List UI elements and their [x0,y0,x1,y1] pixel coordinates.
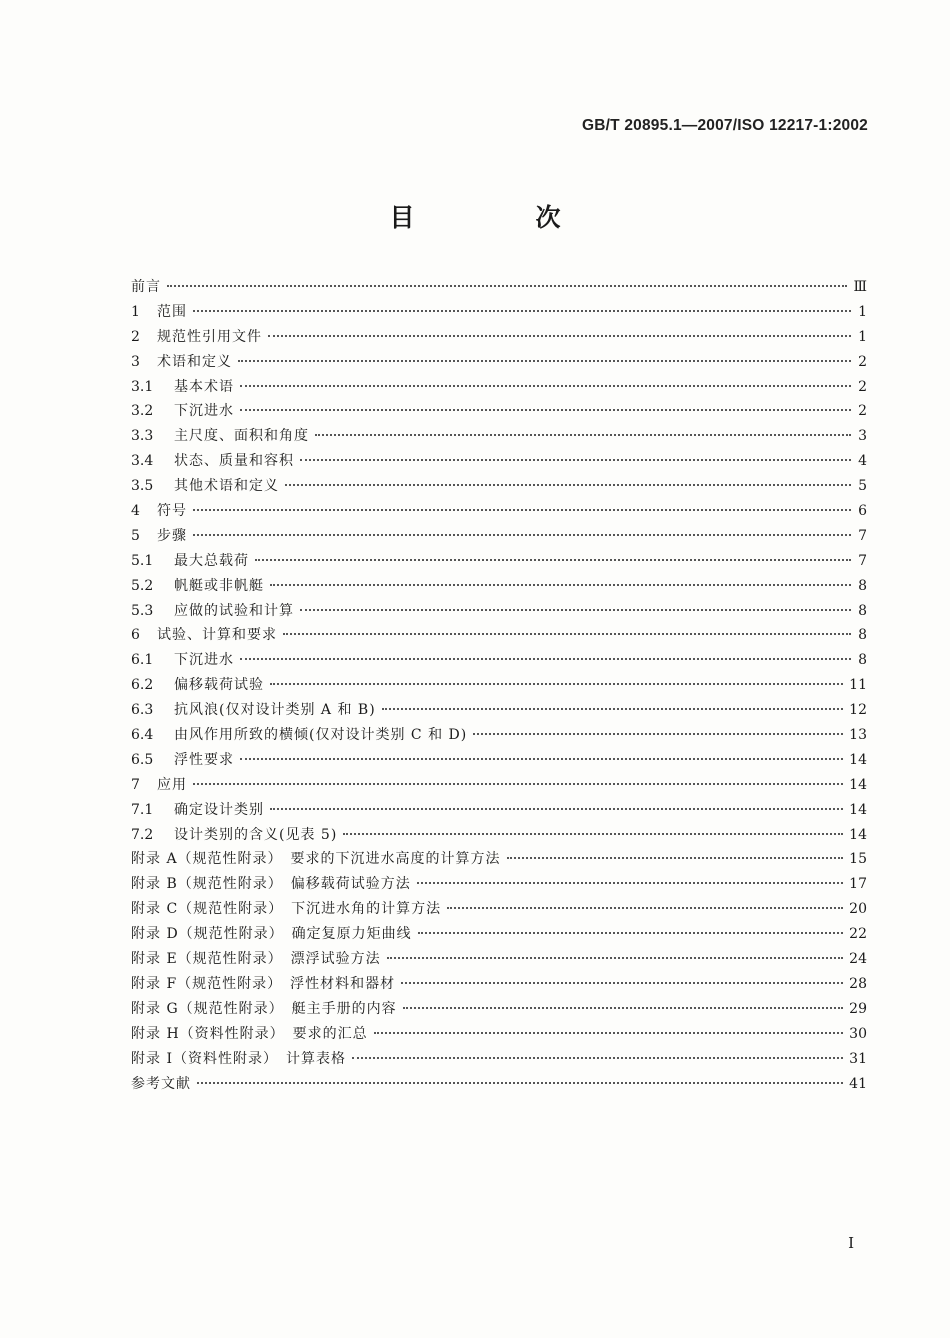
toc-entry-page: 22 [849,926,867,943]
dot-leader [167,285,847,287]
dot-leader [240,385,851,387]
toc-entry[interactable] [131,550,867,575]
toc-entry[interactable] [131,898,867,923]
toc-entry-page: 13 [849,727,867,744]
toc-entry-number: 3.4 [131,453,154,470]
dot-leader [283,633,851,635]
toc-entry[interactable] [131,824,867,849]
toc-entry-label: 应做的试验和计算 [174,602,294,619]
toc-entry-page: 7 [858,552,867,569]
toc-entry[interactable] [131,425,867,450]
dot-leader [403,1007,844,1009]
toc-entry-page: 28 [849,975,867,992]
toc-entry-page: 8 [858,652,867,669]
toc-entry-number: 3 [131,353,140,370]
toc-entry[interactable] [131,475,867,500]
toc-entry-label: 附录 G（规范性附录） 艇主手册的内容 [131,1000,397,1017]
dot-leader [473,733,843,735]
toc-entry-number: 6.5 [131,751,154,768]
dot-leader [374,1032,844,1034]
dot-leader [300,609,851,611]
toc-entry[interactable] [131,376,867,401]
dot-leader [270,683,843,685]
toc-entry-page: 11 [849,677,867,694]
toc-entry[interactable] [131,400,867,425]
dot-leader [382,708,843,710]
toc-entry-label: 下沉进水 [174,403,234,420]
dot-leader [193,534,851,536]
toc-entry-number: 7.1 [131,801,154,818]
dot-leader [447,907,843,909]
toc-entry-label: 附录 B（规范性附录） 偏移载荷试验方法 [131,876,411,893]
toc-entry[interactable] [131,998,867,1023]
toc-entry-label: 偏移载荷试验 [174,677,264,694]
toc-entry[interactable] [131,600,867,625]
toc-entry-page: 2 [858,378,867,395]
toc-entry-page: 31 [849,1050,867,1067]
toc-entry-page: 17 [849,876,867,893]
toc-entry[interactable] [131,575,867,600]
dot-leader [255,559,851,561]
toc-entry-page: 14 [849,751,867,768]
toc-entry-page: 41 [849,1075,867,1092]
toc-entry[interactable] [131,351,867,376]
toc-entry-label: 试验、计算和要求 [157,627,277,644]
dot-leader [238,360,851,362]
toc-entry-label: 抗风浪(仅对设计类别 A 和 B) [174,702,376,719]
toc-entry[interactable] [131,674,867,699]
toc-entry-page: 12 [849,702,867,719]
toc-entry[interactable] [131,301,867,326]
toc-entry[interactable] [131,973,867,998]
toc-entry-label: 步骤 [157,527,187,544]
toc-entry-number: 3.2 [131,403,154,420]
toc-entry[interactable] [131,276,867,301]
dot-leader [352,1057,843,1059]
toc-entry-page: 14 [849,801,867,818]
toc-entry-label: 浮性要求 [174,751,234,768]
dot-leader [300,459,851,461]
toc-entry-page: 6 [858,503,867,520]
toc-entry-label: 符号 [157,503,187,520]
toc-entry-label: 最大总载荷 [174,552,249,569]
toc-entry-number: 2 [131,328,140,345]
toc-entry-label: 范围 [157,303,187,320]
dot-leader [268,335,851,337]
toc-entry-label: 主尺度、面积和角度 [174,428,309,445]
dot-leader [401,982,843,984]
toc-entry-number: 3.1 [131,378,154,395]
dot-leader [193,509,851,511]
toc-entry-page: 29 [849,1000,867,1017]
standard-number: GB/T 20895.1—2007/ISO 12217-1:2002 [582,117,868,134]
toc-entry-number: 5.2 [131,577,154,594]
toc-entry[interactable] [131,1073,867,1098]
toc-entry-number: 7 [131,776,140,793]
toc-entry-label: 附录 H（资料性附录） 要求的汇总 [131,1025,368,1042]
toc-entry-page: 8 [858,627,867,644]
toc-entry[interactable] [131,450,867,475]
toc-entry[interactable] [131,649,867,674]
toc-entry-page: 1 [858,303,867,320]
toc-entry-number: 5.1 [131,552,154,569]
toc-entry-number: 3.3 [131,428,154,445]
toc-entry-label: 应用 [157,776,187,793]
dot-leader [193,783,843,785]
toc-entry[interactable] [131,624,867,649]
toc-entry[interactable] [131,326,867,351]
toc-entry[interactable] [131,500,867,525]
toc-entry-label: 附录 E（规范性附录） 漂浮试验方法 [131,951,381,968]
dot-leader [240,758,843,760]
toc-entry-number: 6 [131,627,140,644]
toc-entry-page: 3 [858,428,867,445]
toc-entry-page: 15 [849,851,867,868]
toc-entry-label: 设计类别的含义(见表 5) [174,826,338,843]
dot-leader [270,808,843,810]
toc-entry-label: 附录 I（资料性附录） 计算表格 [131,1050,346,1067]
toc-entry-label: 附录 C（规范性附录） 下沉进水角的计算方法 [131,901,442,918]
dot-leader [417,882,843,884]
toc-entry-label: 规范性引用文件 [157,328,262,345]
toc-entry-label: 由风作用所致的横倾(仅对设计类别 C 和 D) [174,727,468,744]
dot-leader [315,434,851,436]
toc-entry[interactable] [131,948,867,973]
toc-entry-number: 3.5 [131,478,154,495]
toc-entry-page: 14 [849,826,867,843]
toc-entry[interactable] [131,1048,867,1073]
toc-entry-label: 参考文献 [131,1075,191,1092]
dot-leader [507,857,844,859]
toc-entry-number: 5 [131,527,140,544]
toc-entry-page: 2 [858,353,867,370]
toc-entry-page: 14 [849,776,867,793]
toc-entry-page: 1 [858,328,867,345]
toc-entry[interactable] [131,525,867,550]
toc-entry[interactable] [131,848,867,873]
toc-entry[interactable] [131,699,867,724]
dot-leader [240,658,851,660]
toc-entry-number: 4 [131,503,140,520]
page-title: 目 次 [389,203,609,232]
toc-entry-label: 前言 [131,279,161,295]
toc-entry-label: 基本术语 [174,378,234,395]
dot-leader [240,409,851,411]
toc-entry-label: 附录 D（规范性附录） 确定复原力矩曲线 [131,926,412,943]
toc-entry[interactable] [131,923,867,948]
toc-entry-page: 20 [849,901,867,918]
dot-leader [418,932,843,934]
dot-leader [197,1082,843,1084]
toc-entry[interactable] [131,724,867,749]
toc-entry-page: 8 [858,602,867,619]
toc-entry-label: 附录 F（规范性附录） 浮性材料和器材 [131,975,396,992]
toc-entry[interactable] [131,1023,867,1048]
toc-entry-number: 6.4 [131,727,154,744]
toc-entry-number: 5.3 [131,602,154,619]
toc-entry-page: 2 [858,403,867,420]
toc-entry-page: 30 [849,1025,867,1042]
dot-leader [387,957,844,959]
toc-entry-label: 术语和定义 [157,353,232,370]
toc-entry-label: 确定设计类别 [174,801,264,818]
toc-entry-number: 6.2 [131,677,154,694]
toc-entry-number: 7.2 [131,826,154,843]
toc-entry-page: 4 [858,453,867,470]
toc-entry[interactable] [131,774,867,799]
toc-entry-number: 1 [131,303,140,320]
dot-leader [285,484,851,486]
dot-leader [193,310,851,312]
toc-entry-label: 下沉进水 [174,652,234,669]
toc-entry-page: 5 [858,478,867,495]
toc-entry-number: 6.1 [131,652,154,669]
toc-entry-label: 帆艇或非帆艇 [174,577,264,594]
toc-entry-label: 其他术语和定义 [174,478,279,495]
toc-entry-label: 附录 A（规范性附录） 要求的下沉进水高度的计算方法 [131,851,501,868]
dot-leader [343,833,843,835]
toc-entry[interactable] [131,873,867,898]
toc-entry-page: 24 [849,951,867,968]
dot-leader [270,584,851,586]
page-number: I [848,1234,854,1252]
toc-entry[interactable] [131,799,867,824]
toc-entry[interactable] [131,749,867,774]
toc-entry-page: Ⅲ [853,279,867,295]
table-of-contents [131,276,867,1097]
toc-entry-label: 状态、质量和容积 [174,453,294,470]
toc-entry-page: 8 [858,577,867,594]
toc-entry-page: 7 [858,527,867,544]
toc-entry-number: 6.3 [131,702,154,719]
